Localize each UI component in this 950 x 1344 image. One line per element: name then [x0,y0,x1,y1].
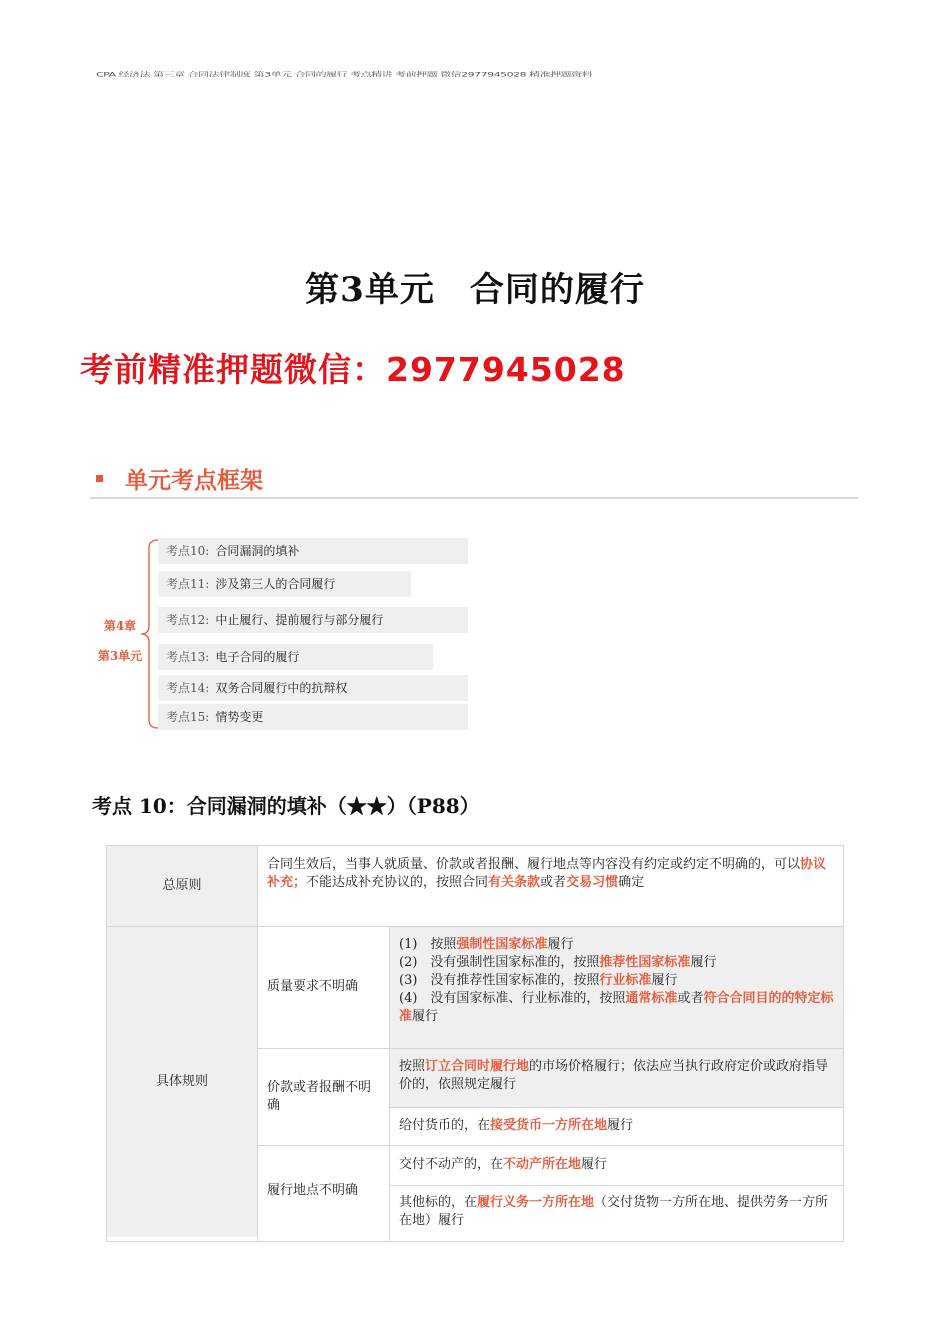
framework-item: 考点10: 合同漏洞的填补 [158,538,468,564]
place-rule-2: 其他标的，在履行义务一方所在地（交付货物一方所在地、提供劳务一方所在地）履行 [399,1195,829,1228]
kp-heading: 考点 10：合同漏洞的填补（★★）（P88） [92,794,480,818]
section-divider [90,497,858,499]
grid-line [257,846,258,1241]
brace-icon [140,538,160,730]
place-label: 履行地点不明确 [267,1183,359,1198]
section-header [96,462,263,495]
quality-rule-2: (2) 没有强制性国家标准的，按照推荐性国家标准履行 [399,955,717,970]
quality-rule-1: (1) 按照强制性国家标准履行 [399,937,574,952]
price-label: 价款或者报酬不明确 [267,1079,372,1113]
place-rule-1: 交付不动产的，在不动产所在地履行 [399,1157,608,1172]
quality-label: 质量要求不明确 [267,979,359,994]
section-bullet-icon [96,475,103,482]
grid-line [389,1185,843,1186]
framework-item: 考点14: 双务合同履行中的抗辩权 [158,675,468,701]
wechat-contact: 考前精准押题微信：2977945028 [80,350,626,389]
section-title: 单元考点框架 [125,468,263,494]
price-rule-2: 给付货币的，在接受货币一方所在地履行 [399,1118,634,1133]
price-rule-1: 按照订立合同时履行地的市场价格履行；依法应当执行政府定价或政府指导价的，依照规定履行 [399,1059,829,1092]
framework-item: 考点11: 涉及第三人的合同履行 [158,571,411,597]
grid-line [389,926,390,1241]
grid-line [107,926,843,927]
unit-label: 第3单元 [97,649,143,663]
quality-rules [399,936,835,1026]
framework-item: 考点15: 情势变更 [158,704,468,730]
chapter-label: 第4章 [103,619,137,633]
general-label-cell: 总原则 [107,846,257,926]
quality-rule-4: (4) 没有国家标准、行业标准的，按照通常标准或者符合合同目的的特定标准履行 [399,991,834,1024]
framework-item: 考点12: 中止履行、提前履行与部分履行 [158,607,468,633]
header-note: CPA 经济法 第三章 合同法律制度 第3单元 合同的履行 考点精讲 考前押题 微信2977945028 精准押题资料 [96,71,593,78]
general-principle-text: 合同生效后，当事人就质量、价款或者报酬、履行地点等内容没有约定或约定不明确的，可以协议补充；不能达成补充协议的，按照合同有关条款或者交易习惯确定 [267,857,827,890]
framework-item: 考点13: 电子合同的履行 [158,644,433,670]
specific-label-cell: 具体规则 [107,926,257,1237]
rules-table [106,845,844,1242]
unit-title: 第3单元 合同的履行 [305,270,645,310]
quality-rule-3: (3) 没有推荐性国家标准的，按照行业标准履行 [399,973,678,988]
